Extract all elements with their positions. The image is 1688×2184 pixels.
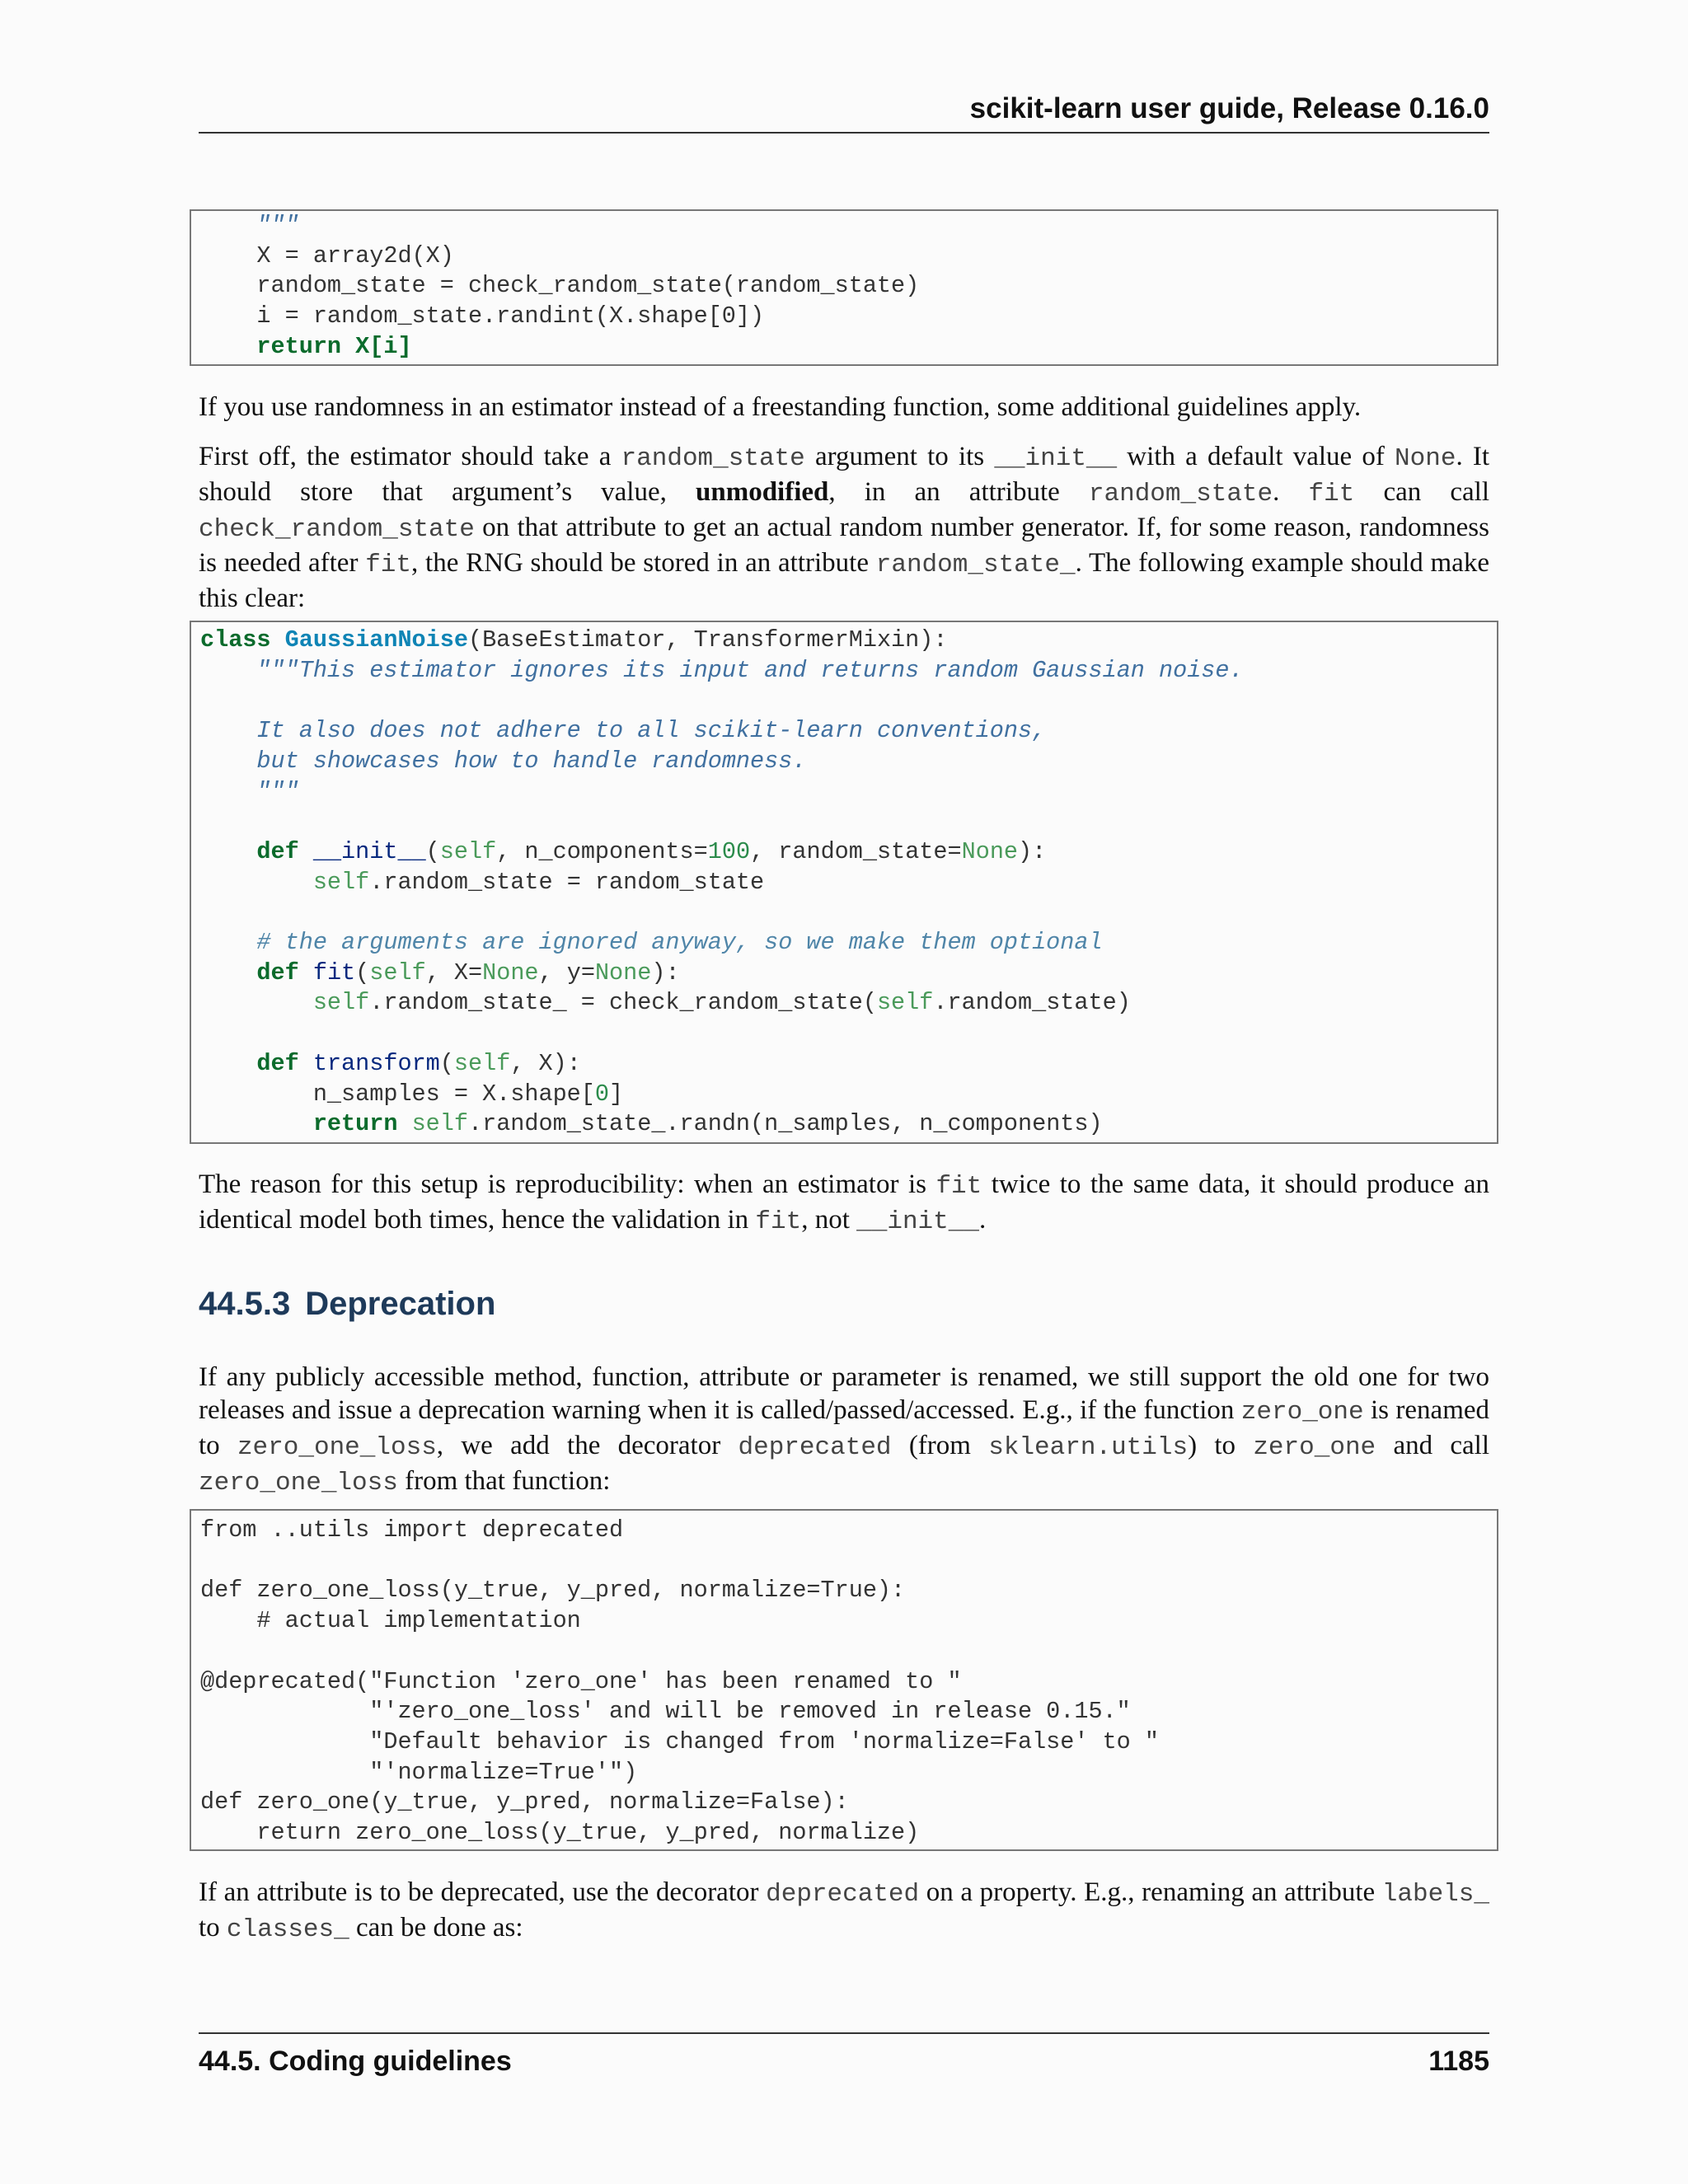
code-line: """ bbox=[200, 212, 299, 239]
code-line: "'normalize=True'") bbox=[200, 1758, 638, 1786]
code-line: def zero_one(y_true, y_pred, normalize=False): bbox=[200, 1788, 849, 1816]
code-line: # actual implementation bbox=[200, 1607, 581, 1635]
code-line: """This estimator ignores its input and returns random Gaussian noise. bbox=[256, 656, 1244, 684]
code-line: def zero_one_loss(y_true, y_pred, normalize=True): bbox=[200, 1577, 906, 1605]
code-line: def __init__(self, n_components=100, random_state=None): bbox=[256, 837, 1047, 865]
paragraph-random-state: First off, the estimator should take a random_state argument to its __init__ with a default value of None. It should store that argument’s value, unmodified, in an attribute random_state. fit can call check_random_state on that attribute to get an actual random number generator. If, for some reason, randomness is needed after fit, the RNG should be stored in an attribute random_state_. The following example should make this clear: bbox=[199, 442, 1490, 613]
code-block-gaussian-noise bbox=[190, 621, 1498, 1144]
paragraph-deprecation: If any publicly accessible method, function, attribute or parameter is renamed, we still support the old one for two releases and issue a deprecation warning when it is called/passed/accessed. E.g., if the function zero_one is renamed to zero_one_loss, we add the decorator deprecated (from sklearn.utils) to zero_one and call zero_one_loss from that function: bbox=[199, 1362, 1490, 1497]
section-heading: 44.5.3 Deprecation bbox=[199, 1286, 496, 1322]
code-block-random-sample bbox=[190, 209, 1498, 366]
code-line: # the arguments are ignored anyway, so we make them optional bbox=[256, 929, 1103, 957]
code-gaussian-noise-text bbox=[191, 622, 1497, 1140]
paragraph-deprecated-attribute: If an attribute is to be deprecated, use the decorator deprecated on a property. E.g., renaming an attribute labels_ to classes_ can be done as: bbox=[199, 1877, 1489, 1944]
code-line: self.random_state_ = check_random_state(self.random_state) bbox=[312, 989, 1131, 1017]
code-line: class GaussianNoise(BaseEstimator, TransformerMixin): bbox=[200, 626, 948, 654]
code-line: n_samples = X.shape[0] bbox=[200, 1080, 624, 1108]
code-line: X = array2d(X) bbox=[200, 241, 454, 269]
paragraph-randomness-intro: If you use randomness in an estimator instead of a freestanding function, some additional guidelines apply. bbox=[199, 392, 1362, 422]
running-header bbox=[199, 92, 1489, 134]
code-line: """ bbox=[256, 777, 299, 805]
code-deprecated-text bbox=[191, 1511, 1497, 1849]
footer-section: 44.5. Coding guidelines bbox=[199, 2046, 512, 2077]
code-line: random_state = check_random_state(random_state) bbox=[200, 272, 920, 300]
code-line: "'zero_one_loss' and will be removed in release 0.15." bbox=[200, 1698, 1131, 1726]
code-line: return self.random_state_.randn(n_samples, n_components) bbox=[312, 1110, 1103, 1138]
code-line: return zero_one_loss(y_true, y_pred, normalize) bbox=[200, 1819, 920, 1847]
code-line: i = random_state.randint(X.shape[0]) bbox=[200, 302, 765, 330]
code-line: def transform(self, X): bbox=[256, 1049, 581, 1077]
code-line: return X[i] bbox=[200, 332, 412, 360]
code-line: It also does not adhere to all scikit-learn conventions, bbox=[256, 717, 1047, 745]
code-line: but showcases how to handle randomness. bbox=[256, 747, 807, 775]
paragraph-reproducibility: The reason for this setup is reproducibility: when an estimator is fit twice to the same data, it should produce an identical model both times, hence the validation in fit, not __init__. bbox=[199, 1169, 1489, 1236]
page-number: 1185 bbox=[1428, 2046, 1489, 2077]
code-line: def fit(self, X=None, y=None): bbox=[256, 958, 680, 987]
code-line: self.random_state = random_state bbox=[312, 868, 765, 896]
code-line: @deprecated("Function 'zero_one' has been renamed to " bbox=[200, 1667, 962, 1695]
code-line: from ..utils import deprecated bbox=[200, 1516, 624, 1544]
code-block-deprecated-decorator bbox=[190, 1509, 1498, 1851]
code-line: "Default behavior is changed from 'normalize=False' to " bbox=[200, 1727, 1159, 1755]
running-footer bbox=[199, 2032, 1489, 2075]
header-title: scikit-learn user guide, Release 0.16.0 bbox=[969, 92, 1489, 124]
